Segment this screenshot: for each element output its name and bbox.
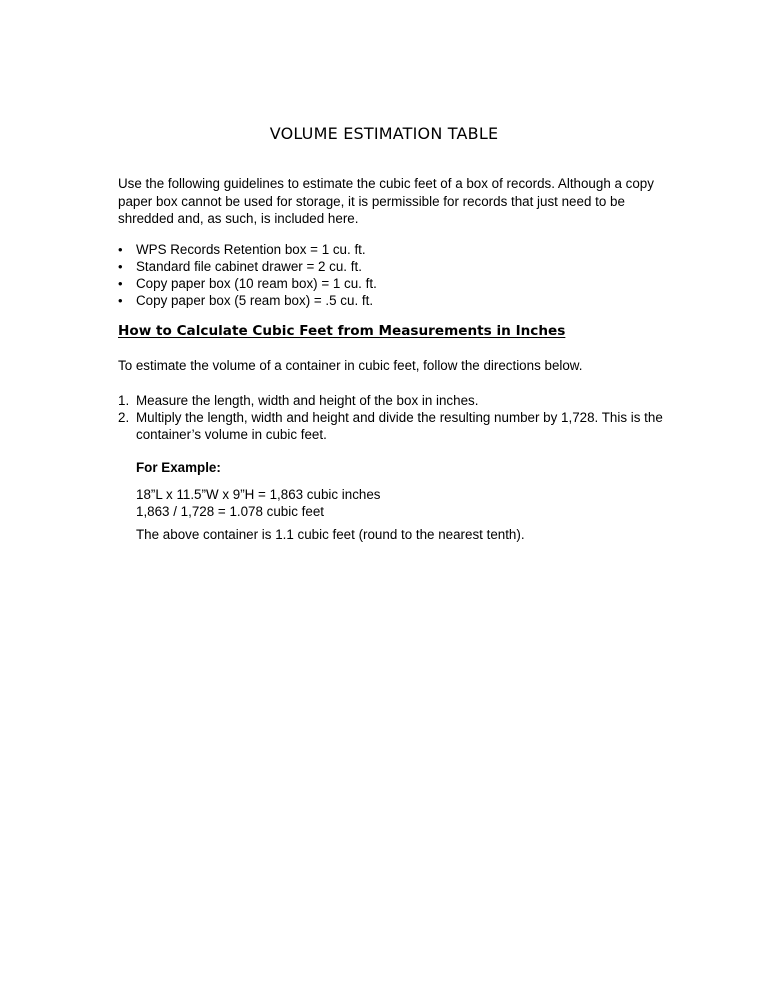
- page-title: VOLUME ESTIMATION TABLE: [269, 124, 499, 143]
- directions-intro: To estimate the volume of a container in cubic feet, follow the directions below.: [118, 358, 583, 373]
- list-item: [118, 392, 698, 409]
- bullet-icon: •: [118, 276, 123, 291]
- list-item: [118, 292, 377, 309]
- list-item: [118, 409, 698, 443]
- list-item-text: WPS Records Retention box = 1 cu. ft.: [136, 242, 366, 257]
- calculation-line: 1,863 / 1,728 = 1.078 cubic feet: [136, 504, 324, 519]
- list-item-text: Copy paper box (10 ream box) = 1 cu. ft.: [136, 276, 377, 291]
- step-number: 2.: [118, 410, 130, 425]
- volume-guideline-list: [118, 241, 377, 309]
- steps-list: [118, 392, 698, 443]
- calculation-block: [136, 486, 381, 520]
- list-item: [118, 241, 377, 258]
- section-heading: How to Calculate Cubic Feet from Measurements in Inches: [118, 323, 566, 339]
- bullet-icon: •: [118, 293, 123, 308]
- example-label: For Example:: [136, 460, 221, 475]
- list-item: [118, 258, 377, 275]
- conclusion-text: The above container is 1.1 cubic feet (round to the nearest tenth).: [136, 527, 525, 542]
- calculation-line: 18”L x 11.5”W x 9”H = 1,863 cubic inches: [136, 487, 381, 502]
- bullet-icon: •: [118, 242, 123, 257]
- list-item-text: Standard file cabinet drawer = 2 cu. ft.: [136, 259, 362, 274]
- step-number: 1.: [118, 393, 130, 408]
- step-text: Measure the length, width and height of the box in inches.: [136, 393, 479, 408]
- bullet-icon: •: [118, 259, 123, 274]
- list-item-text: Copy paper box (5 ream box) = .5 cu. ft.: [136, 293, 374, 308]
- step-text: Multiply the length, width and height and divide the resulting number by 1,728. This is the container’s volume in cubic feet.: [136, 410, 663, 442]
- list-item: [118, 275, 377, 292]
- intro-paragraph: Use the following guidelines to estimate the cubic feet of a box of records. Although a copy paper box cannot be used for storage, it is permissible for records that just need to be shredded and, as such, is included here.: [118, 176, 654, 226]
